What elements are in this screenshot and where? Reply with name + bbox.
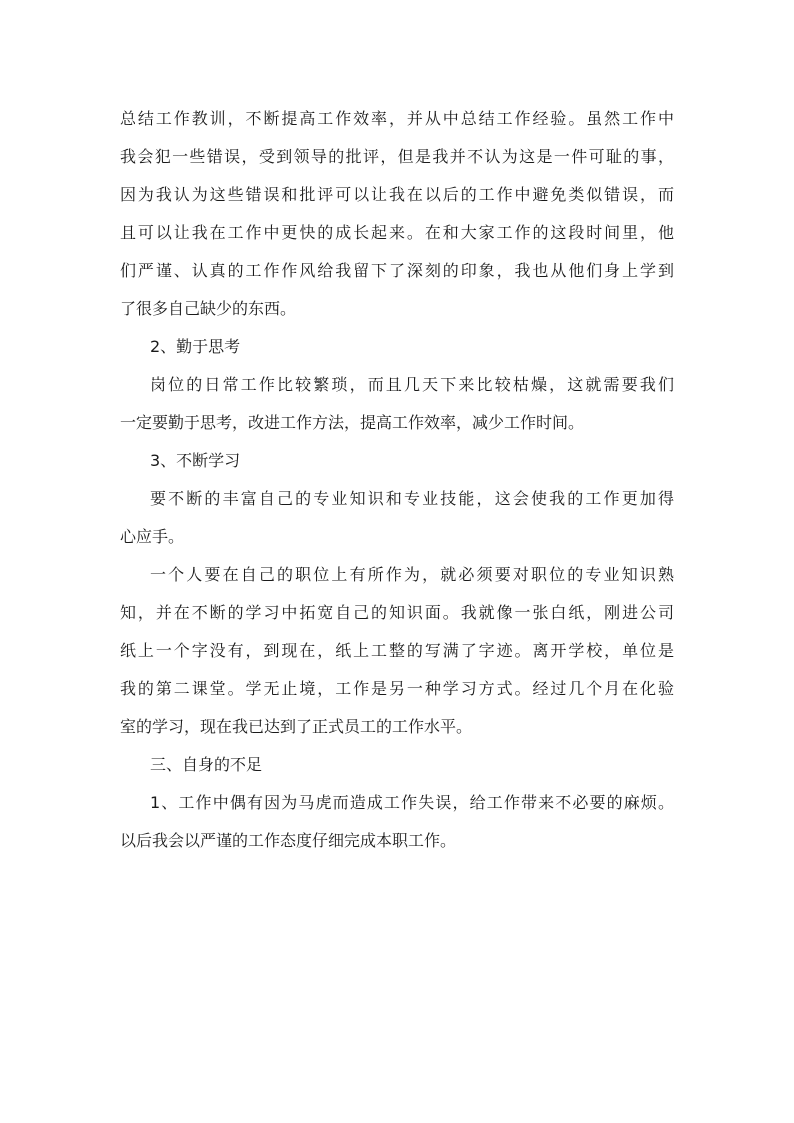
paragraph-line: 知，并在不断的学习中拓宽自己的知识面。我就像一张白纸，刚进公司 [120,603,674,622]
paragraph-line: 一个人要在自己的职位上有所作为，就必须要对职位的专业知识熟 [150,565,674,584]
document-body [120,100,674,860]
section-heading: 三、自身的不足 [150,755,263,774]
paragraph-line: 且可以让我在工作中更快的成长起来。在和大家工作的这段时间里，他 [120,223,674,242]
paragraph-line: 室的学习，现在我已达到了正式员工的工作水平。 [120,717,473,736]
paragraph-line: 我会犯一些错误，受到领导的批评，但是我并不认为这是一件可耻的事， [120,147,674,166]
paragraph-line: 心应手。 [120,527,185,546]
paragraph-line: 们严谨、认真的工作作风给我留下了深刻的印象，我也从他们身上学到 [120,261,674,280]
paragraph-line: 1、工作中偶有因为马虎而造成工作失误，给工作带来不必要的麻烦。 [150,793,674,812]
paragraph-line: 了很多自己缺少的东西。 [120,299,297,318]
paragraph-line: 以后我会以严谨的工作态度仔细完成本职工作。 [120,831,457,850]
section-heading: 3、不断学习 [150,451,241,470]
paragraph-line: 要不断的丰富自己的专业知识和专业技能，这会使我的工作更加得 [150,489,674,508]
paragraph-line: 纸上一个字没有，到现在，纸上工整的写满了字迹。离开学校，单位是 [120,641,674,660]
section-heading: 2、勤于思考 [150,337,241,356]
paragraph-line: 一定要勤于思考，改进工作方法，提高工作效率，减少工作时间。 [120,413,585,432]
paragraph-line: 我的第二课堂。学无止境，工作是另一种学习方式。经过几个月在化验 [120,679,674,698]
paragraph-line: 岗位的日常工作比较繁琐，而且几天下来比较枯燥，这就需要我们 [150,375,674,394]
paragraph-line: 因为我认为这些错误和批评可以让我在以后的工作中避免类似错误，而 [120,185,674,204]
paragraph-line: 总结工作教训，不断提高工作效率，并从中总结工作经验。虽然工作中 [120,109,674,128]
